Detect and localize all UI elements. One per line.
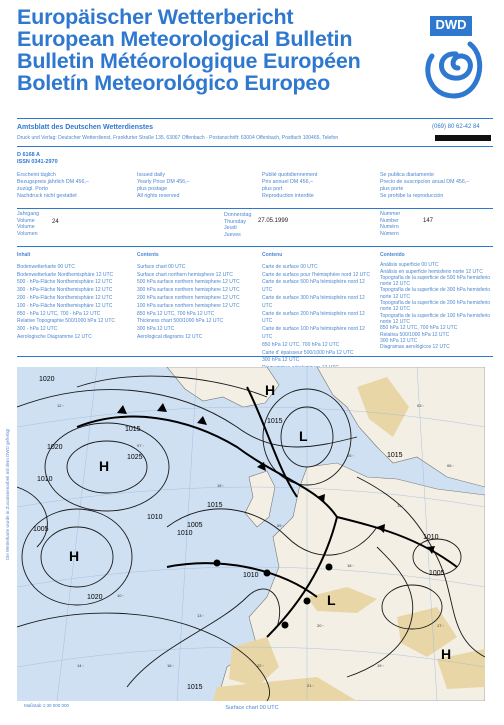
contents-item: Topografía de la superficie de 100 hPa hemisferio norte 12 UTC — [380, 312, 491, 325]
contents-item: 200 hPa surface northern hemisphere 12 UTC — [137, 294, 240, 301]
day-label: Jueves — [224, 231, 241, 238]
svg-text:10 ◦: 10 ◦ — [117, 593, 124, 598]
svg-text:13 ◦: 13 ◦ — [197, 613, 204, 618]
phone-number: (069) 80 62-42 84 — [432, 124, 480, 130]
isobar-label: 1005 — [187, 522, 203, 529]
contents-item: Aerological diagrams 12 UTC — [137, 333, 203, 340]
volume-label: Volume — [17, 217, 35, 224]
isobar-label: 1010 — [147, 514, 163, 521]
contents-item: Relativa 500/1000 hPa 12 UTC — [380, 331, 450, 338]
contents-item: 300 hPa 12 UTC — [137, 326, 175, 333]
logo-swirl-inner — [441, 54, 470, 78]
side-note: Die Wetterkarte wurde in Zusammenarbeit mit dem DWD gefertigt — [5, 428, 10, 560]
price-line: plus porte — [380, 186, 404, 192]
price-line: plus port — [262, 186, 283, 192]
isobar-label: 1015 — [125, 426, 141, 433]
svg-text:09 ◦: 09 ◦ — [277, 523, 284, 528]
isobar-label: 1020 — [39, 376, 55, 383]
contents-item: 100 hPa surface northern hemisphere 12 UTC — [137, 302, 240, 309]
contents-item: 850 hPa 12 UTC, 700 hPa 12 UTC — [380, 325, 458, 332]
contents-item: Surface chart northern hemisphere 12 UTC — [137, 271, 233, 278]
price-line: All rights reserved — [137, 193, 180, 199]
issuer-address: Druck und Verlag: Deutscher Wetterdienst, Frankfurter Straße 135, 63067 Offenbach · Postanschrift: 63004 Offenbach, Postfach 100465, Telefon — [17, 135, 339, 141]
land-british-isles — [245, 471, 275, 527]
contents-item: Carte d' épaisseur 500/1000 hPa 12 UTC — [262, 349, 354, 356]
isobar-label: 1010 — [243, 572, 259, 579]
divider-top — [17, 118, 493, 119]
isobar-label: 1015 — [187, 684, 203, 691]
price-line: Erscheint täglich — [17, 172, 56, 178]
number-label: Nummer — [380, 211, 401, 217]
isobar-label: 1005 — [429, 570, 445, 577]
price-line: plus postage — [137, 186, 168, 192]
contents-item: Carte de surface pour l'hémisphère nord 12 UTC — [262, 271, 370, 278]
contents-item: 300 hPa 12 UTC — [262, 357, 300, 364]
contents-item: Carte de surface 500 hPa hémisphère nord 12 UTC — [262, 279, 365, 294]
pressure-center: H — [99, 458, 110, 474]
price-line: Prix annuel DM 456,– — [262, 179, 313, 185]
divider-contents — [17, 356, 493, 357]
contents-item: Carte de surface 100 hPa hémisphère nord 12 UTC — [262, 326, 365, 340]
isobar-label: 1020 — [47, 444, 63, 451]
contents-header: Contents — [137, 252, 159, 258]
pressure-center: H — [265, 382, 276, 398]
volume-label: Jahrgang — [17, 211, 40, 217]
price-line: Publié quotidiennement — [262, 172, 318, 178]
divider-price — [17, 208, 493, 209]
contents-header: Contenu — [262, 252, 283, 258]
map-caption: Surface chart 00 UTC — [225, 705, 279, 711]
price-col-en — [137, 172, 247, 200]
divider-meta — [17, 246, 493, 247]
issn: ISSN 0341-2970 — [17, 159, 58, 165]
isobar-label: 1020 — [87, 594, 103, 601]
svg-text:11 ◦: 11 ◦ — [397, 503, 404, 508]
publication-ids — [17, 152, 58, 166]
svg-text:19 ◦: 19 ◦ — [377, 663, 384, 668]
svg-text:16 ◦: 16 ◦ — [167, 663, 174, 668]
day-label: Thursday — [224, 218, 247, 225]
contents-item: 500 hPa surface northern hemisphere 12 UTC — [137, 279, 240, 286]
price-col-de — [17, 172, 127, 200]
contents-item: Surface chart 00 UTC — [137, 263, 186, 270]
title-french: Bulletin Météorologique Européen — [17, 49, 361, 73]
svg-text:14 ◦: 14 ◦ — [77, 663, 84, 668]
volume-label: Volumen — [17, 230, 38, 237]
isobar-label: 1005 — [33, 526, 49, 533]
contents-item: 300 - hPa-Fläche Nordhemisphäre 12 UTC — [17, 287, 113, 294]
price-line: Reproduction interdite — [262, 193, 314, 199]
contents-item: Aerologische Diagramme 12 UTC — [17, 333, 92, 340]
contents-item: Topografía de la superficie de 500 hPa hemisferio norte 12 UTC — [380, 274, 491, 288]
isobar-label: 1015 — [267, 418, 283, 425]
contents-col-fr — [262, 252, 374, 373]
contents-item: Topografía de la superficie de 300 hPa hemisferio norte 12 UTC — [380, 287, 491, 300]
price-line: Nachdruck nicht gestattet — [17, 193, 77, 199]
pressure-center: L — [299, 428, 308, 444]
contents-header: Contenido — [380, 252, 405, 258]
contents-item: 850 hPa 12 UTC, 700 hPa 12 UTC — [137, 310, 215, 317]
svg-text:05 ◦: 05 ◦ — [347, 453, 354, 458]
isobar-label: 1015 — [207, 502, 223, 509]
contents-item: Topografía de la superficie de 200 hPa hemisferio norte 12 UTC — [380, 300, 491, 313]
contents-col-es — [380, 252, 495, 350]
contents-item: Carte de surface 200 hPa hémisphère nord 12 UTC — [262, 310, 365, 325]
price-line: Precio de suscripcion anual DM 456,– — [380, 179, 470, 185]
contents-item: Bodenwetterkarte Nordhemisphäre 12 UTC — [17, 271, 114, 278]
weather-map-svg — [17, 367, 485, 701]
redacted-bar — [435, 135, 491, 141]
svg-text:20 ◦: 20 ◦ — [317, 623, 324, 628]
svg-text:12 ◦: 12 ◦ — [57, 403, 64, 408]
title-block — [17, 6, 417, 94]
svg-text:15 ◦: 15 ◦ — [217, 483, 224, 488]
contents-item: 300 hPa 12 UTC — [380, 337, 418, 344]
day-labels — [224, 212, 251, 238]
svg-text:21 ◦: 21 ◦ — [307, 683, 314, 688]
contents-item: Carte de surface 300 hPa hémisphère nord 12 UTC — [262, 294, 365, 309]
contents-item: Análisis superficie 00 UTC — [380, 262, 439, 269]
contents-item: 200 - hPa-Fläche Nordhemisphäre 12 UTC — [17, 294, 113, 301]
price-col-fr — [262, 172, 372, 200]
day-label: Jeudi — [224, 225, 237, 231]
map-scale: Maßstab 1:30 000 000 — [24, 703, 70, 708]
svg-text:18 ◦: 18 ◦ — [347, 563, 354, 568]
number-labels — [380, 211, 400, 237]
price-line: Se publica diariamente — [380, 172, 434, 178]
svg-text:17 ◦: 17 ◦ — [437, 623, 444, 628]
contents-item: 100 - hPa-Fläche Nordhemisphäre 12 UTC — [17, 302, 113, 309]
title-spanish: Boletín Meteorológico Europeo — [17, 71, 331, 95]
price-col-es — [380, 172, 495, 200]
number-label: Número — [380, 230, 399, 237]
issuer-name: Amtsblatt des Deutschen Wetterdienstes — [17, 124, 154, 131]
contents-item: 500 - hPa-Fläche Nordhemisphäre 12 UTC — [17, 279, 113, 286]
contents-col-de — [17, 252, 129, 342]
price-line: zuzügl. Porto — [17, 186, 48, 192]
number-label: Number — [380, 217, 399, 224]
isobar-label: 1015 — [387, 452, 403, 459]
title-german: Europäischer Wetterbericht — [17, 5, 294, 29]
contents-item: 850 hPa 12 UTC, 700 hPa 12 UTC — [262, 341, 340, 348]
volume-label: Volume — [17, 224, 35, 230]
pressure-center: L — [327, 592, 336, 608]
price-line: Bezugspreis jährlich DM 456,– — [17, 179, 89, 185]
volume-value: 24 — [52, 219, 59, 225]
contents-item: 850 - hPa 12 UTC, 700 - hPa 12 UTC — [17, 310, 101, 317]
svg-text:03 ◦: 03 ◦ — [417, 403, 424, 408]
contents-item: Carte de surface 00 UTC — [262, 263, 318, 270]
logo-label: DWD — [435, 17, 467, 32]
isobar-label: 1010 — [423, 534, 439, 541]
surface-weather-map — [17, 367, 485, 701]
pressure-center: H — [441, 646, 452, 662]
contents-item: 300 - hPa 12 UTC — [17, 326, 58, 333]
number-value: 147 — [423, 218, 434, 224]
price-line: Issued daily — [137, 172, 165, 178]
isobar-label: 1010 — [37, 476, 53, 483]
number-label: Numéro — [380, 224, 399, 230]
price-line: Se prohibe la reproducción — [380, 193, 444, 199]
id-number: D 6168 A — [17, 152, 41, 158]
contents-item: Thickness chart 500/1000 hPa 12 UTC — [137, 318, 224, 325]
svg-text:07 ◦: 07 ◦ — [137, 443, 144, 448]
price-line: Yearly Price DM 456,– — [137, 179, 190, 185]
contents-item: Bodenwetterkarte 00 UTC — [17, 263, 75, 270]
divider-header — [17, 146, 493, 147]
pressure-center: H — [69, 548, 80, 564]
isobar-label: 1010 — [177, 530, 193, 537]
title-english: European Meteorological Bulletin — [17, 27, 353, 51]
contents-item: 300 hPa surface northern hemisphere 12 UTC — [137, 287, 240, 294]
isobar-label: 1025 — [127, 454, 143, 461]
svg-text:22 ◦: 22 ◦ — [257, 663, 264, 668]
svg-text:06 ◦: 06 ◦ — [447, 463, 454, 468]
contents-item: Relative Topographie 500/1000 hPa 12 UTC — [17, 318, 116, 325]
contents-item: Análisis en superficie hemisferio norte 12 UTC — [380, 268, 483, 275]
contents-col-en — [137, 252, 249, 342]
volume-labels — [17, 211, 39, 237]
date-value: 27.05.1999 — [258, 218, 289, 224]
contents-header: Inhalt — [17, 252, 31, 258]
contents-item: Diagramas aerológicos 12 UTC — [380, 344, 450, 351]
day-label: Donnerstag — [224, 212, 252, 218]
